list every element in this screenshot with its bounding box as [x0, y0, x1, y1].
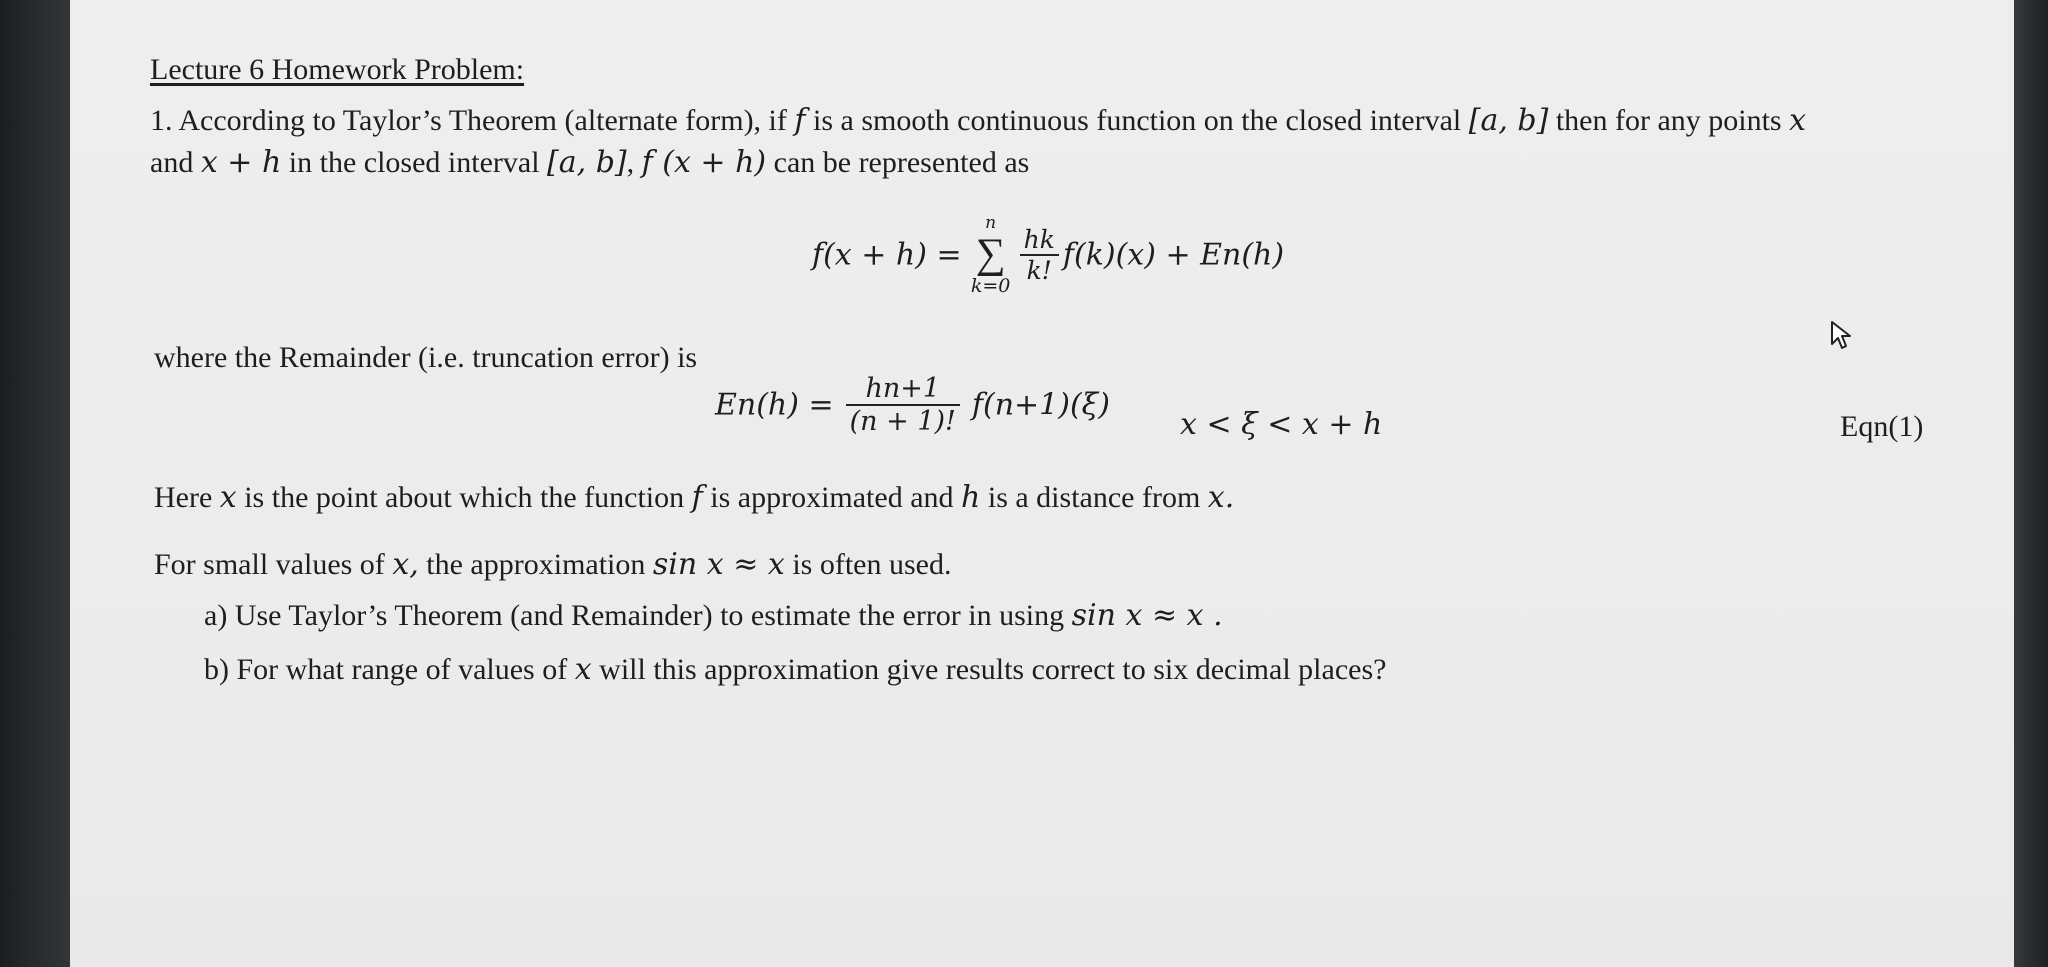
problem-line-2: and x + h in the closed interval [a, b], f (x + h) can be represented as	[150, 145, 1030, 180]
document-page	[70, 0, 2014, 967]
mouse-pointer-icon	[1830, 320, 1856, 355]
equation-label: Eqn(1)	[1840, 410, 1924, 443]
small-values-line: For small values of x, the approximation sin x ≈ x is often used.	[154, 547, 952, 582]
problem-number: 1.	[150, 104, 173, 137]
remainder-condition: x < ξ < x + h	[1180, 407, 1383, 442]
taylor-equation: f(x + h) = n ∑ k=0 $\frac{hk}{k!}$ f(k)(x) + En(h)	[812, 213, 1285, 297]
taylor-fraction: $\frac{hk}{k!}$	[1020, 225, 1059, 285]
problem-line-1: 1. According to Taylor’s Theorem (alternate form), if f is a smooth continuous function on the closed interval [a, b] then for any points x	[150, 103, 1807, 138]
remainder-fraction: $\frac{hn+1}{(n + 1)!}$	[846, 373, 960, 437]
part-a: a) Use Taylor’s Theorem (and Remainder) to estimate the error in using sin x ≈ x .	[204, 598, 1223, 633]
here-line: Here x is the point about which the function f is approximated and h is a distance from x.	[154, 480, 1235, 515]
part-b: b) For what range of values of x will this approximation give results correct to six decimal places?	[204, 652, 1387, 687]
summation-symbol: n ∑ k=0	[970, 213, 1011, 297]
remainder-intro: where the Remainder (i.e. truncation error) is	[154, 341, 698, 374]
monitor-bezel-right	[2010, 0, 2048, 967]
monitor-bezel-left	[0, 0, 72, 967]
page-title: Lecture 6 Homework Problem:	[150, 53, 525, 86]
remainder-equation: En(h) = $\frac{hn+1}{(n + 1)!}$ f(n+1)(ξ)	[715, 373, 1110, 437]
